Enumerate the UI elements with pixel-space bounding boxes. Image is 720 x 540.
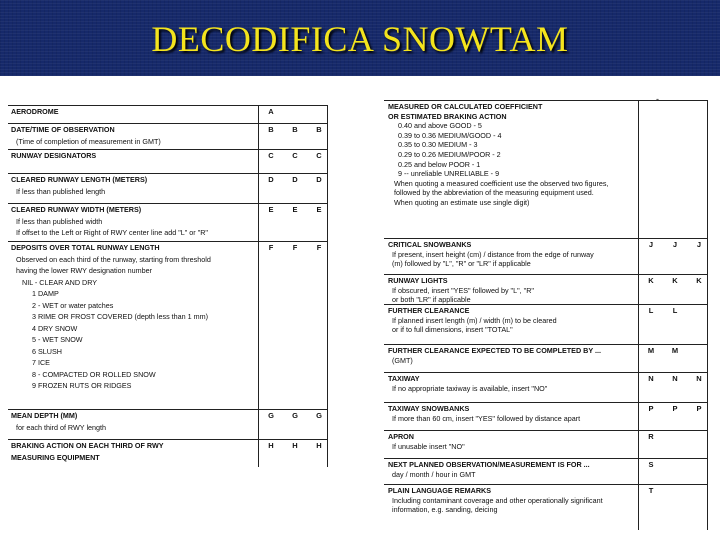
field-description: When quoting an estimate use single digit) <box>394 198 530 207</box>
field-code-letter: P <box>648 404 654 413</box>
field-description: NIL - CLEAR AND DRY <box>22 277 98 287</box>
field-description: 1 DAMP <box>32 289 59 298</box>
field-description: (Time of completion of measurement in GMT) <box>16 136 161 146</box>
field-code-letter: H <box>316 441 322 450</box>
field-heading: TAXIWAY SNOWBANKS <box>388 404 470 413</box>
field-code-letter: K <box>696 276 702 285</box>
field-heading: RUNWAY LIGHTS <box>388 276 448 285</box>
field-code-letter: E <box>292 205 298 214</box>
table-row <box>8 409 328 435</box>
table-row <box>8 241 328 402</box>
field-heading: TAXIWAY <box>388 374 420 383</box>
field-code-letter: R <box>648 432 654 441</box>
field-code-letter: K <box>648 276 654 285</box>
table-row <box>384 304 708 336</box>
table-row <box>384 100 708 246</box>
field-code-letter: H <box>292 441 298 450</box>
field-description: If planned insert length (m) / width (m) to be cleared <box>392 315 557 325</box>
table-row <box>8 105 328 120</box>
table-row <box>384 430 708 452</box>
field-code-letter: G <box>292 411 298 420</box>
field-description: information, e.g. sanding, deicing <box>392 505 498 515</box>
field-code-letter: F <box>292 243 298 252</box>
field-description: If unusable insert "NO" <box>392 441 465 451</box>
field-heading: NEXT PLANNED OBSERVATION/MEASUREMENT IS FOR ... <box>388 460 590 469</box>
field-code-letter: M <box>671 346 679 355</box>
field-code-letter: M <box>647 346 655 355</box>
field-code-letter: J <box>696 240 702 249</box>
field-heading: FURTHER CLEARANCE EXPECTED TO BE COMPLETED BY ... <box>388 346 601 355</box>
field-description: Observed on each third of the runway, starting from threshold <box>16 254 211 264</box>
snowtam-table-right <box>384 94 708 530</box>
field-code-letter: C <box>292 151 298 160</box>
field-description: If more than 60 cm, insert "YES" followed by distance apart <box>392 413 581 423</box>
field-description: If present, insert height (cm) / distance from the edge of runway <box>392 249 594 259</box>
field-code-letter: N <box>648 374 654 383</box>
field-code-letter: C <box>316 151 322 160</box>
field-code-letter: E <box>268 205 274 214</box>
field-description: 0.35 to 0.30 MEDIUM - 3 <box>398 140 478 150</box>
field-description: 4 DRY SNOW <box>32 323 78 333</box>
field-description: for each third of RWY length <box>16 422 107 432</box>
field-description: 9 FROZEN RUTS OR RIDGES <box>32 381 132 390</box>
field-code-letter: N <box>696 374 702 383</box>
field-code-letter: S <box>648 460 654 469</box>
field-description: If less than published width <box>16 216 103 226</box>
field-description: When quoting a measured coefficient use the observed two figures, <box>394 178 609 188</box>
table-row <box>8 149 328 164</box>
field-description: (GMT) <box>392 355 413 365</box>
table-row <box>384 372 708 394</box>
field-code-letter: H <box>268 441 274 450</box>
field-heading: OR ESTIMATED BRAKING ACTION <box>388 111 507 121</box>
field-description: 2 - WET or water patches <box>32 300 114 310</box>
field-code-letter: C <box>268 151 274 160</box>
field-description: 0.29 to 0.26 MEDIUM/POOR - 2 <box>398 150 501 159</box>
field-description: followed by the abbreviation of the measuring equipment used. <box>394 188 594 198</box>
field-code-letter: T <box>648 486 654 495</box>
field-heading: RUNWAY DESIGNATORS <box>11 151 97 160</box>
slide-header <box>0 0 720 76</box>
field-code-letter: L <box>672 306 678 315</box>
field-heading: APRON <box>388 432 414 441</box>
field-description: 0.25 and below POOR - 1 <box>398 159 481 169</box>
field-heading: BRAKING ACTION ON EACH THIRD OF RWY <box>11 441 164 450</box>
field-code-letter: E <box>316 205 322 214</box>
field-code-letter: G <box>316 411 322 420</box>
table-row <box>8 439 328 465</box>
field-code-letter: J <box>672 240 678 249</box>
field-code-letter: J <box>648 240 654 249</box>
field-description: day / month / hour in GMT <box>392 469 476 479</box>
field-description: Including contaminant coverage and other operationally significant <box>392 495 603 505</box>
table-row <box>8 203 328 241</box>
field-heading: CLEARED RUNWAY WIDTH (METERS) <box>11 205 142 214</box>
field-code-letter: P <box>696 404 702 413</box>
field-description: If obscured, insert "YES" followed by "L", "R" <box>392 285 534 295</box>
field-description: If less than published length <box>16 186 106 196</box>
field-description: 6 SLUSH <box>32 346 62 356</box>
field-description: 0.40 and above GOOD - 5 <box>398 121 482 131</box>
table-row <box>8 173 328 199</box>
field-heading: CLEARED RUNWAY LENGTH (METERS) <box>11 175 148 184</box>
field-description: 3 RIME OR FROST COVERED (depth less than 1 mm) <box>32 312 209 321</box>
field-code-letter: D <box>316 175 322 184</box>
table-row <box>384 458 708 480</box>
field-heading: PLAIN LANGUAGE REMARKS <box>388 486 492 495</box>
field-code-letter: G <box>268 411 274 420</box>
field-code-letter: B <box>292 125 298 134</box>
field-code-letter: N <box>672 374 678 383</box>
field-heading: MEASURED OR CALCULATED COEFFICIENT <box>388 102 543 111</box>
field-description: 5 - WET SNOW <box>32 335 83 344</box>
field-description: or if to full dimensions, insert "TOTAL" <box>392 325 513 335</box>
field-description: 9 -- unreliable UNRELIABLE - 9 <box>398 169 500 179</box>
field-code-letter: D <box>268 175 274 184</box>
field-code-letter: L <box>648 306 654 315</box>
table-row <box>384 238 708 270</box>
field-code-letter: P <box>672 404 678 413</box>
field-description: having the lower RWY designation number <box>16 266 152 275</box>
slide-title: DECODIFICA SNOWTAM <box>151 19 569 59</box>
field-description: (m) followed by "L", "R" or "LR" if applicable <box>392 259 531 269</box>
table-row <box>384 344 708 366</box>
field-code-letter: B <box>316 125 322 134</box>
table-row <box>384 402 708 424</box>
table-row <box>384 484 708 521</box>
field-heading: DEPOSITS OVER TOTAL RUNWAY LENGTH <box>11 243 160 252</box>
field-code-letter: D <box>292 175 298 184</box>
field-heading: AERODROME <box>11 107 59 116</box>
field-heading: MEASURING EQUIPMENT <box>11 452 100 462</box>
field-description: 8 - COMPACTED OR ROLLED SNOW <box>32 369 156 379</box>
field-description: If offset to the Left or Right of RWY center line add "L" or "R" <box>16 228 208 237</box>
field-code-letter: K <box>672 276 678 285</box>
field-description: 0.39 to 0.36 MEDIUM/GOOD - 4 <box>398 130 502 140</box>
field-heading: FURTHER CLEARANCE <box>388 306 470 315</box>
field-code-letter: A <box>268 107 274 116</box>
field-code-letter: B <box>268 125 274 134</box>
snowtam-table-left <box>8 105 328 467</box>
field-description: or both "LR" if applicable <box>392 295 471 305</box>
field-code-letter: F <box>316 243 322 252</box>
field-code-letter: F <box>268 243 274 252</box>
field-heading: CRITICAL SNOWBANKS <box>388 240 472 249</box>
field-description: If no appropriate taxiway is available, insert "NO" <box>392 383 548 393</box>
page-mark: - <box>656 94 659 104</box>
field-heading: MEAN DEPTH (MM) <box>11 411 78 420</box>
field-description: 7 ICE <box>32 358 50 367</box>
table-row <box>8 123 328 149</box>
table-row <box>384 274 708 306</box>
field-heading: DATE/TIME OF OBSERVATION <box>11 125 115 134</box>
